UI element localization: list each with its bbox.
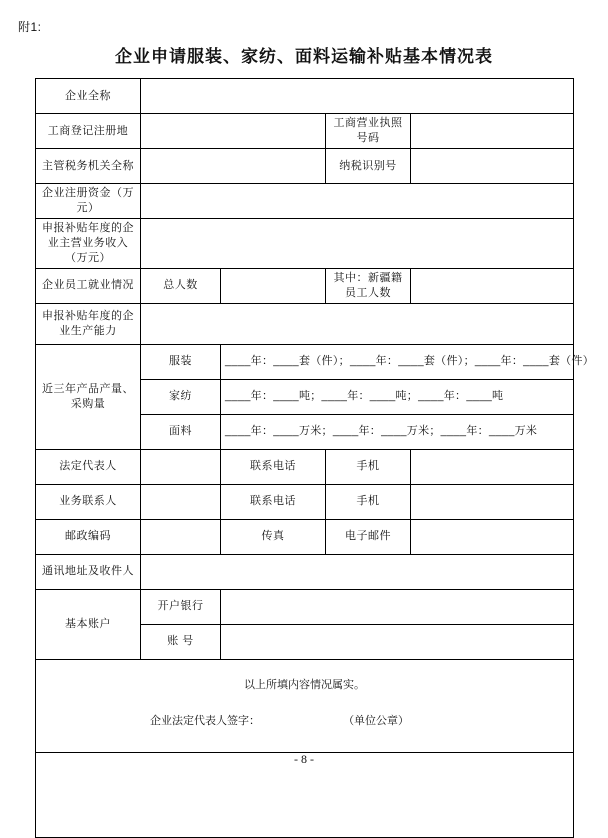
tax-authority-field[interactable] [141,149,326,184]
table-row [36,79,574,114]
application-form-table [35,78,595,838]
legal-rep-mobile-field[interactable] [411,449,574,484]
table-row [36,149,574,184]
attachment-label: 附1: [18,20,42,34]
declaration-cell [36,659,574,752]
tax-id-field[interactable] [411,149,574,184]
contact-label: 业务联系人 [36,484,141,519]
table-row [36,484,574,519]
registration-place-label: 工商登记注册地 [36,114,141,149]
address-label: 通讯地址及收件人 [36,554,141,589]
fabric-value[interactable]: ____年：____万米；____年：____万米；____年：____万米 [221,414,574,449]
page-number: - 8 - [294,752,314,766]
xinjiang-staff-field[interactable] [411,268,574,303]
table-row [36,219,574,269]
main-revenue-field[interactable] [141,219,574,269]
company-name-field[interactable] [141,79,574,114]
table-row [36,114,574,149]
license-number-label: 工商营业执照号码 [326,114,411,149]
fabric-label: 面料 [141,414,221,449]
postcode-label: 邮政编码 [36,519,141,554]
bank-name-field[interactable] [221,589,574,624]
apparel-label: 服装 [141,344,221,379]
bank-account-label: 基本账户 [36,589,141,659]
capacity-label: 申报补贴年度的企业生产能力 [36,303,141,344]
xinjiang-staff-label: 其中：新疆籍员工人数 [326,268,411,303]
total-people-label: 总人数 [141,268,221,303]
contact-field[interactable] [141,484,221,519]
output-label: 近三年产品产量、采购量 [36,344,141,449]
total-people-field[interactable] [221,268,326,303]
employment-label: 企业员工就业情况 [36,268,141,303]
declaration-text: 以上所填内容情况属实。 [244,678,365,691]
legal-rep-mobile-label: 手机 [326,449,411,484]
account-number-label: 账 号 [141,624,221,659]
account-number-field[interactable] [221,624,574,659]
registered-capital-label: 企业注册资金（万元） [36,184,141,219]
registered-capital-field[interactable] [141,184,574,219]
table-row [36,303,574,344]
table-row [36,519,574,554]
seal-label: （单位公章） [343,715,410,728]
table-row [36,589,574,624]
fax-label: 传真 [221,519,326,554]
contact-mobile-label: 手机 [326,484,411,519]
apparel-value[interactable]: ____年：____套（件）；____年：____套（件）；____年：____套（件） [221,344,574,379]
signature-label: 企业法定代表人签字： [150,715,260,728]
main-revenue-label: 申报补贴年度的企业主营业务收入（万元） [36,219,141,269]
table-row [36,554,574,589]
tax-id-label: 纳税识别号 [326,149,411,184]
table-row [36,184,574,219]
legal-rep-label: 法定代表人 [36,449,141,484]
hometex-value[interactable]: ____年：____吨；____年：____吨；____年：____吨 [221,379,574,414]
table-row [36,344,574,379]
table-row [36,268,574,303]
address-field[interactable] [141,554,574,589]
email-label: 电子邮件 [326,519,411,554]
legal-rep-phone-label: 联系电话 [221,449,326,484]
tax-authority-label: 主管税务机关全称 [36,149,141,184]
page-title: 企业申请服装、家纺、面料运输补贴基本情况表 [115,47,493,66]
capacity-field[interactable] [141,303,574,344]
contact-phone-label: 联系电话 [221,484,326,519]
signature-line [40,714,569,729]
legal-rep-field[interactable] [141,449,221,484]
bank-name-label: 开户银行 [141,589,221,624]
contact-mobile-field[interactable] [411,484,574,519]
declaration-row [36,659,574,752]
license-number-field[interactable] [411,114,574,149]
registration-place-field[interactable] [141,114,326,149]
hometex-label: 家纺 [141,379,221,414]
table-row [36,449,574,484]
company-name-label: 企业全称 [36,79,141,114]
email-field[interactable] [411,519,574,554]
postcode-field[interactable] [141,519,221,554]
